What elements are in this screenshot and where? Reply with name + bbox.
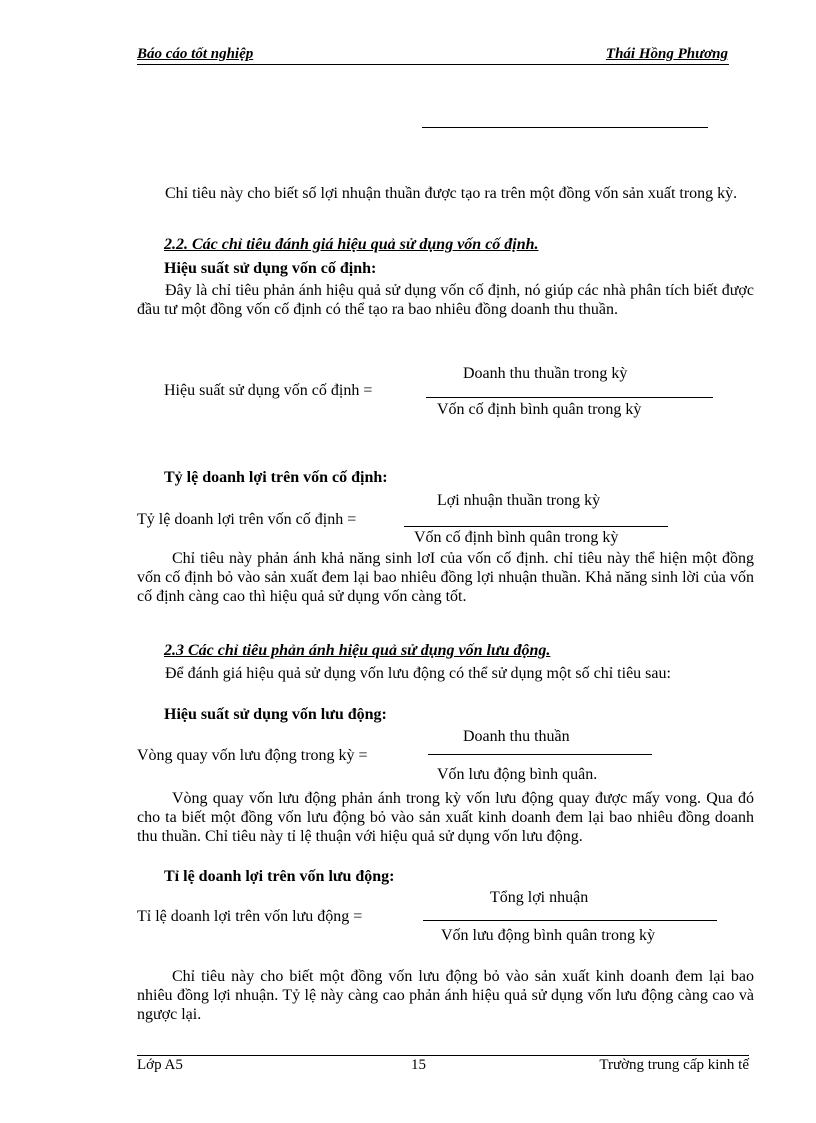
section-heading-2-3: 2.3 Các chỉ tiêu phản ánh hiệu quả sử dụng vốn lưu động.: [164, 642, 551, 659]
formula-numerator: Doanh thu thuần: [463, 728, 570, 745]
formula-numerator: Lợi nhuận thuần trong kỳ: [437, 492, 601, 509]
subheading-fixed-capital-efficiency: Hiệu suất sử dụng vốn cố định:: [164, 260, 377, 277]
header-left-title: Báo cáo tốt nghiệp: [137, 46, 254, 62]
fraction-line: [404, 526, 668, 527]
subheading-working-capital-efficiency: Hiệu suất sử dụng vốn lưu động:: [164, 706, 387, 723]
formula-numerator: Tổng lợi nhuận: [490, 889, 589, 906]
formula-denominator: Vốn cố định bình quân trong kỳ: [437, 401, 642, 418]
fraction-line-top: [422, 127, 708, 128]
formula-denominator: Vốn lưu động bình quân trong kỳ: [441, 927, 655, 944]
footer-page-number: 15: [411, 1057, 426, 1073]
footer-divider: [137, 1055, 749, 1056]
paragraph-fixed-capital-efficiency: Đây là chỉ tiêu phản ánh hiệu quả sử dụng vốn cố định, nó giúp các nhà phân tích biết được đầu tư một đồng vốn cố định có thể tạo ra bao nhiêu đồng doanh thu thuần.: [137, 282, 754, 318]
formula-denominator: Vốn lưu động bình quân.: [437, 766, 598, 783]
header-divider: [137, 64, 729, 65]
header-right-author: Thái Hồng Phương: [605, 46, 728, 62]
paragraph-working-capital-profit-ratio: Chỉ tiêu này cho biết một đồng vốn lưu động bỏ vào sản xuất kinh doanh đem lại bao nhiêu đồng lợi nhuận. Tỷ lệ này càng cao phản ánh hiệu quả sử dụng vốn lưu động càng cao và ngược lại.: [137, 968, 754, 1023]
paragraph-working-capital-intro: Để đánh giá hiệu quả sử dụng vốn lưu động có thể sử dụng một số chỉ tiêu sau:: [165, 665, 671, 682]
formula-lhs-fixed-capital-efficiency: Hiệu suất sử dụng vốn cố định =: [164, 382, 373, 399]
section-heading-2-2: 2.2. Các chỉ tiêu đánh giá hiệu quả sử dụng vốn cố định.: [164, 236, 539, 253]
fraction-line: [423, 920, 717, 921]
paragraph-working-capital-turnover: Vòng quay vốn lưu động phản ánh trong kỳ vốn lưu động quay được mấy vong. Qua đó cho ta biết một đồng vốn lưu động bỏ vào sản xuất kinh doanh đem lại bao nhiêu đồng doanh thu thuần. Chỉ tiêu này tỉ lệ thuận với hiệu quả sử dụng vốn lưu động.: [137, 790, 754, 845]
fraction-line: [426, 397, 713, 398]
footer-class: Lớp A5: [137, 1057, 183, 1073]
subheading-fixed-capital-profit-ratio: Tỷ lệ doanh lợi trên vốn cố định:: [164, 469, 388, 486]
subheading-working-capital-profit-ratio: Tỉ lệ doanh lợi trên vốn lưu động:: [164, 868, 395, 885]
formula-lhs-working-capital-turnover: Vòng quay vốn lưu động trong kỳ =: [137, 747, 368, 764]
paragraph-fixed-capital-profit-ratio: Chỉ tiêu này phản ánh khả năng sinh lơI của vốn cố định. chỉ tiêu này thể hiện một đồng vốn cố định bỏ vào sản xuất đem lại bao nhiêu đồng lợi nhuận thuần. Khả năng sinh lời của vốn cố định càng cao thì hiệu quả sử dụng vốn càng tốt.: [137, 550, 754, 605]
formula-lhs-fixed-capital-profit-ratio: Tỷ lệ doanh lợi trên vốn cố định =: [137, 511, 357, 528]
formula-denominator: Vốn cố định bình quân trong kỳ: [414, 529, 619, 546]
formula-lhs-working-capital-profit-ratio: Tỉ lệ doanh lợi trên vốn lưu động =: [137, 908, 363, 925]
fraction-line: [428, 754, 652, 755]
footer-school: Trường trung cấp kinh tế: [599, 1057, 749, 1073]
formula-numerator: Doanh thu thuần trong kỳ: [463, 365, 628, 382]
intro-paragraph: Chỉ tiêu này cho biết số lợi nhuận thuần được tạo ra trên một đồng vốn sản xuất trong kỳ.: [165, 185, 738, 202]
